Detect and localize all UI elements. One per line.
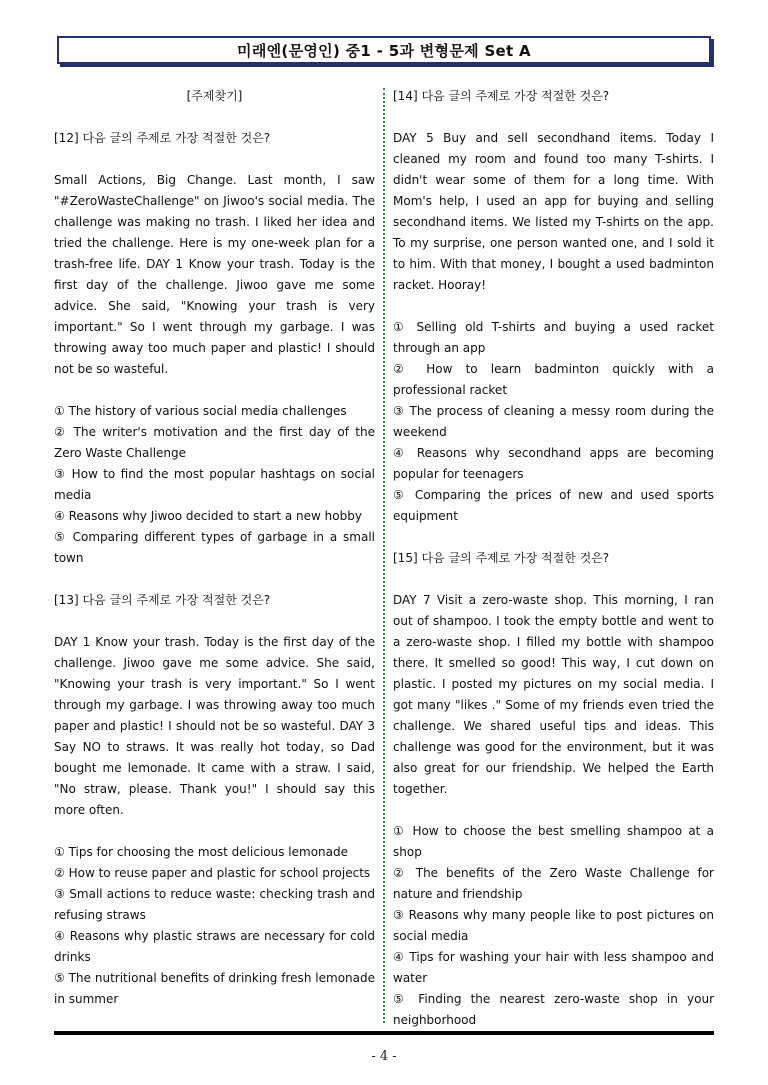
question-prompt: [15] 다음 글의 주제로 가장 적절한 것은? <box>393 551 610 565</box>
question-14 <box>393 86 714 527</box>
answer-options <box>54 401 375 569</box>
question-prompt: [12] 다음 글의 주제로 가장 적절한 것은? <box>54 131 271 145</box>
question-passage: Small Actions, Big Change. Last month, I saw "#ZeroWasteChallenge" on Jiwoo's social media. The challenge was making no trash. I liked her idea and tried the challenge. Here is my one-week plan for a trash-free life. DAY 1 Know your trash. Today is the first day of the challenge. Jiwoo gave me some advice. She said, "Knowing your trash is very important." So I went through my garbage. I was throwing away too much paper and plastic! I should not be so wasteful. <box>54 173 375 376</box>
answer-option: ⑤ The nutritional benefits of drinking fresh lemonade in summer <box>54 971 375 1006</box>
answer-option: ④ Reasons why plastic straws are necessary for cold drinks <box>54 929 375 964</box>
bottom-rule <box>54 1031 714 1035</box>
page-title: 미래엔(문영인) 중1 - 5과 변형문제 Set A <box>237 41 531 60</box>
answer-option: ① Selling old T-shirts and buying a used racket through an app <box>393 320 714 355</box>
question-passage: DAY 1 Know your trash. Today is the first day of the challenge. Jiwoo gave me some advice. She said, "Knowing your trash is very important." So I went through my garbage. I was throwing away too much paper and plastic! I should not be so wasteful. DAY 3 Say NO to straws. It was really hot today, so Dad bought me lemonade. It came with a straw. I said, "No straw, please. Thank you!" I should say this more often. <box>54 635 375 817</box>
answer-option: ① How to choose the best smelling shampoo at a shop <box>393 824 714 859</box>
answer-option: ⑤ Finding the nearest zero-waste shop in your neighborhood <box>393 992 714 1027</box>
answer-option: ④ Reasons why secondhand apps are becoming popular for teenagers <box>393 446 714 481</box>
answer-option: ② How to reuse paper and plastic for school projects <box>54 866 371 880</box>
answer-option: ⑤ Comparing the prices of new and used sports equipment <box>393 488 714 523</box>
question-passage: DAY 5 Buy and sell secondhand items. Today I cleaned my room and found too many T-shirts. I didn't wear some of them for a long time. With Mom's help, I used an app for buying and selling secondhand items. We listed my T-shirts on the app. To my surprise, one person wanted one, and I sold it to him. With that money, I bought a used badminton racket. Hooray! <box>393 131 714 292</box>
answer-options <box>54 842 375 1010</box>
answer-option: ④ Tips for washing your hair with less shampoo and water <box>393 950 714 985</box>
question-15 <box>393 548 714 1031</box>
section-label: [주제찾기] <box>186 89 243 103</box>
question-12 <box>54 128 375 569</box>
answer-option: ① Tips for choosing the most delicious lemonade <box>54 845 349 859</box>
question-13 <box>54 590 375 1010</box>
answer-option: ② How to learn badminton quickly with a professional racket <box>393 362 714 397</box>
page-header <box>57 36 711 64</box>
answer-option: ② The benefits of the Zero Waste Challenge for nature and friendship <box>393 866 714 901</box>
answer-options <box>393 317 714 527</box>
answer-option: ③ Reasons why many people like to post pictures on social media <box>393 908 714 943</box>
answer-option: ④ Reasons why Jiwoo decided to start a new hobby <box>54 509 362 523</box>
left-column <box>54 86 375 1010</box>
right-column <box>393 86 714 1031</box>
answer-options <box>393 821 714 1031</box>
answer-option: ② The writer's motivation and the first day of the Zero Waste Challenge <box>54 425 375 460</box>
answer-option: ③ Small actions to reduce waste: checking trash and refusing straws <box>54 887 375 922</box>
page-number: - 4 - <box>371 1049 397 1064</box>
answer-option: ③ The process of cleaning a messy room during the weekend <box>393 404 714 439</box>
column-divider <box>383 88 385 1023</box>
question-prompt: [13] 다음 글의 주제로 가장 적절한 것은? <box>54 593 271 607</box>
answer-option: ① The history of various social media challenges <box>54 404 347 418</box>
answer-option: ③ How to find the most popular hashtags on social media <box>54 467 375 502</box>
answer-option: ⑤ Comparing different types of garbage in a small town <box>54 530 375 565</box>
question-prompt: [14] 다음 글의 주제로 가장 적절한 것은? <box>393 89 610 103</box>
question-passage: DAY 7 Visit a zero-waste shop. This morning, I ran out of shampoo. I took the empty bottle and went to a zero-waste shop. I filled my bottle with shampoo there. It smelled so good! This way, I cut down on plastic. I posted my pictures on my social media. I got many "likes ." Some of my friends even tried the challenge. We shared useful tips and ideas. This challenge was good for the environment, but it was also great for our friendship. We helped the Earth together. <box>393 593 714 796</box>
